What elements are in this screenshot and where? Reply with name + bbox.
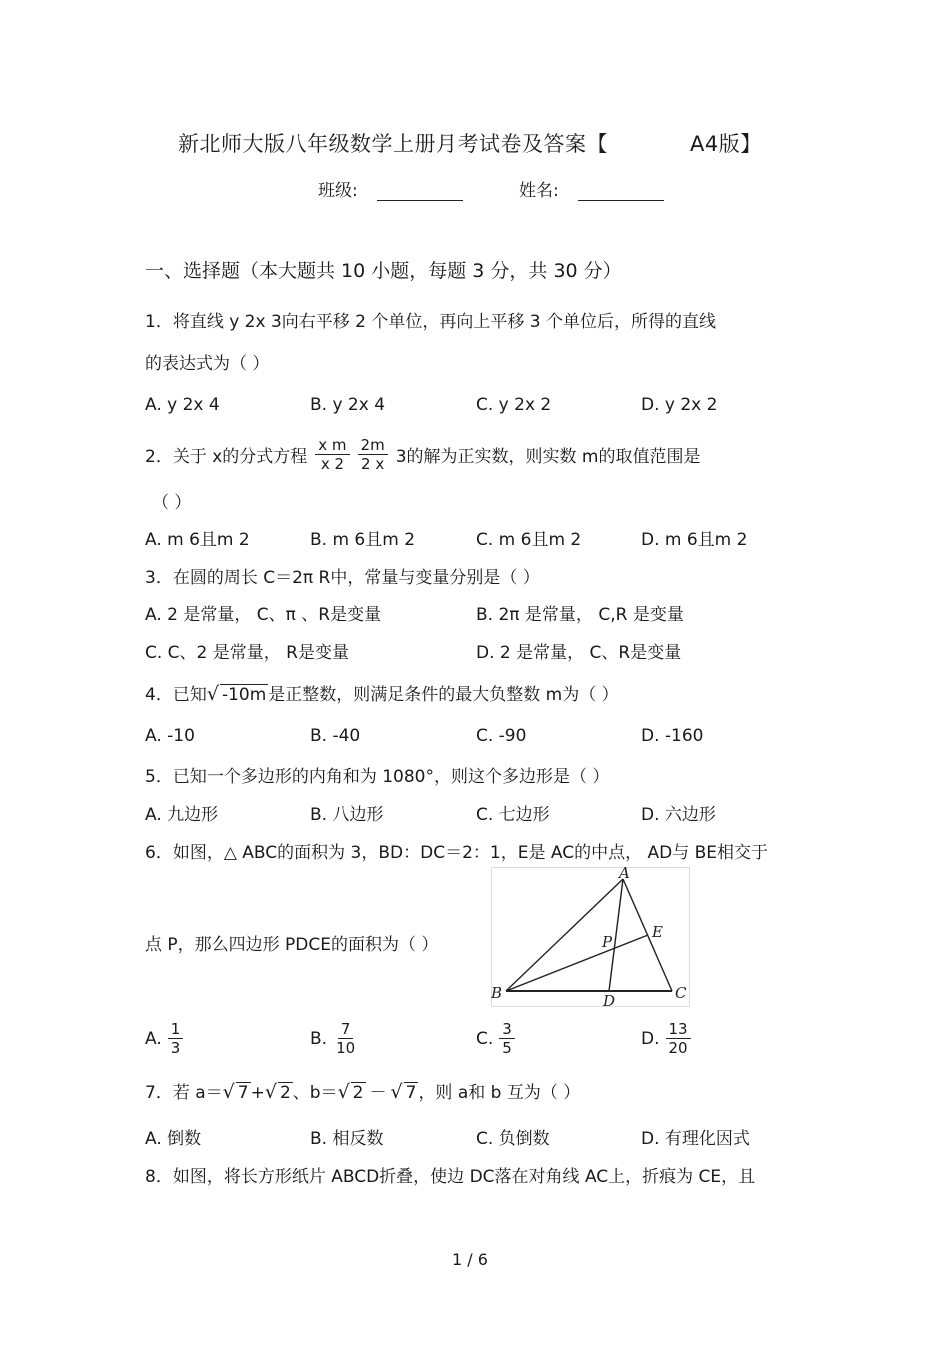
q1-option-b: B. y 2x 4 xyxy=(310,395,386,415)
q3-option-d: D. 2 是常量， C、R是变量 xyxy=(476,643,682,663)
q6-option-d xyxy=(641,1020,691,1057)
q6-d-den: 20 xyxy=(668,1039,688,1057)
label-c: C xyxy=(675,984,687,1002)
label-b: B xyxy=(491,984,503,1002)
question-1-line2: 的表达式为（ ） xyxy=(145,354,270,374)
q7-option-b: B. 相反数 xyxy=(310,1129,384,1149)
q2-fraction-2 xyxy=(358,436,388,473)
q2-fraction-1 xyxy=(315,436,349,473)
name-label: 姓名: xyxy=(519,181,559,201)
q4-suffix: 是正整数，则满足条件的最大负整数 m为（ ） xyxy=(268,685,619,705)
q4-prefix: 4．已知 xyxy=(145,685,207,705)
sqrt-icon: √ xyxy=(264,1081,277,1103)
q6-option-a-fraction xyxy=(168,1020,184,1057)
q7-minus: － xyxy=(369,1083,387,1103)
label-p: P xyxy=(602,933,613,951)
q2-frac1-num: x m xyxy=(315,436,349,455)
segment-be xyxy=(506,935,648,991)
q7-option-d: D. 有理化因式 xyxy=(641,1129,750,1149)
question-2-line1 xyxy=(145,436,700,473)
q5-option-b: B. 八边形 xyxy=(310,805,384,825)
q6-option-b-fraction xyxy=(333,1020,358,1057)
q6-b-den: 10 xyxy=(336,1039,356,1057)
q4-option-b: B. -40 xyxy=(310,726,361,746)
q6-option-b xyxy=(310,1020,358,1057)
q7-option-a: A. 倒数 xyxy=(145,1129,202,1149)
q2-frac1-den: x 2 xyxy=(320,455,345,473)
q6-option-d-fraction xyxy=(666,1020,691,1057)
q5-option-d: D. 六边形 xyxy=(641,805,716,825)
q6-d-num: 13 xyxy=(666,1020,691,1039)
label-e: E xyxy=(652,923,663,941)
q3-option-c: C. C、2 是常量， R是变量 xyxy=(145,643,349,663)
page-number: 1 / 6 xyxy=(452,1250,488,1269)
q6-c-num: 3 xyxy=(499,1020,515,1039)
q7-radicand-4: 7 xyxy=(405,1083,417,1103)
label-d: D xyxy=(603,992,616,1007)
q7-plus: + xyxy=(250,1083,265,1103)
q1-option-d: D. y 2x 2 xyxy=(641,395,718,415)
q2-suffix: 3的解为正实数，则实数 m的取值范围是 xyxy=(395,447,701,467)
page-title: 新北师大版八年级数学上册月考试卷及答案【 xyxy=(178,132,608,156)
q5-option-c: C. 七边形 xyxy=(476,805,550,825)
question-2-line2: （ ） xyxy=(152,493,192,513)
question-5-line1: 5．已知一个多边形的内角和为 1080°，则这个多边形是（ ） xyxy=(145,767,610,787)
sqrt-icon: √ xyxy=(390,1081,403,1103)
label-a: A xyxy=(619,867,630,882)
name-field xyxy=(519,176,664,201)
q2-frac2-num: 2m xyxy=(358,436,388,455)
q6-option-b-letter: B. xyxy=(310,1028,328,1049)
q5-option-a: A. 九边形 xyxy=(145,805,219,825)
q2-option-a: A. m 6且m 2 xyxy=(145,530,250,550)
q6-a-den: 3 xyxy=(170,1039,181,1057)
q4-radicand: -10m xyxy=(221,685,267,705)
page-title-suffix: A4版】 xyxy=(690,132,762,156)
class-blank[interactable] xyxy=(377,184,463,201)
q6-option-a-letter: A. xyxy=(145,1028,162,1049)
q2-prefix: 2．关于 x的分式方程 xyxy=(145,447,308,467)
q4-option-a: A. -10 xyxy=(145,726,195,746)
question-6-line2: 点 P，那么四边形 PDCE的面积为（ ） xyxy=(145,935,439,955)
question-8-line1: 8．如图，将长方形纸片 ABCD折叠，使边 DC落在对角线 AC上，折痕为 CE，且 xyxy=(145,1167,756,1187)
q6-b-num: 7 xyxy=(338,1020,354,1039)
q1-option-a: A. y 2x 4 xyxy=(145,395,220,415)
q1-option-c: C. y 2x 2 xyxy=(476,395,552,415)
sqrt-icon: √ xyxy=(337,1081,350,1103)
q4-option-d: D. -160 xyxy=(641,726,704,746)
q6-option-c-letter: C. xyxy=(476,1028,494,1049)
q7-radicand-3: 2 xyxy=(352,1083,364,1103)
q2-option-c: C. m 6且m 2 xyxy=(476,530,582,550)
q7-radicand-1: 7 xyxy=(237,1083,249,1103)
q4-option-c: C. -90 xyxy=(476,726,527,746)
q6-c-den: 5 xyxy=(502,1039,512,1057)
question-1-line1: 1．将直线 y 2x 3向右平移 2 个单位，再向上平移 3 个单位后，所得的直线 xyxy=(145,312,717,332)
q2-option-b: B. m 6且m 2 xyxy=(310,530,416,550)
q6-option-a xyxy=(145,1020,183,1057)
class-label: 班级: xyxy=(318,181,358,201)
q6-option-d-letter: D. xyxy=(641,1028,660,1049)
q3-option-b: B. 2π 是常量， C,R 是变量 xyxy=(476,605,684,625)
question-7-line1 xyxy=(145,1078,580,1103)
q6-option-c xyxy=(476,1020,515,1057)
triangle-figure xyxy=(491,867,690,1007)
q3-option-a: A. 2 是常量， C、π 、R是变量 xyxy=(145,605,382,625)
section-heading: 一、选择题（本大题共 10 小题，每题 3 分，共 30 分） xyxy=(145,260,622,282)
sqrt-icon: √ xyxy=(222,1081,235,1103)
sqrt-icon: √ xyxy=(206,683,219,705)
class-field xyxy=(318,176,463,201)
q7-mid: 、b＝ xyxy=(292,1083,338,1103)
question-6-line1: 6．如图，△ ABC的面积为 3，BD：DC＝2：1，E是 AC的中点， AD与 BE相交于 xyxy=(145,843,768,863)
q7-radicand-2: 2 xyxy=(279,1083,291,1103)
name-blank[interactable] xyxy=(578,184,664,201)
q7-prefix: 7．若 a＝ xyxy=(145,1083,223,1103)
question-4-line1 xyxy=(145,680,619,705)
q6-a-num: 1 xyxy=(168,1020,184,1039)
q6-option-c-fraction xyxy=(499,1020,515,1057)
q7-suffix: ，则 a和 b 互为（ ） xyxy=(418,1083,581,1103)
q7-option-c: C. 负倒数 xyxy=(476,1129,550,1149)
question-3-line1: 3．在圆的周长 C＝2π R中，常量与变量分别是（ ） xyxy=(145,568,540,588)
q2-option-d: D. m 6且m 2 xyxy=(641,530,748,550)
q2-frac2-den: 2 x xyxy=(361,455,385,473)
